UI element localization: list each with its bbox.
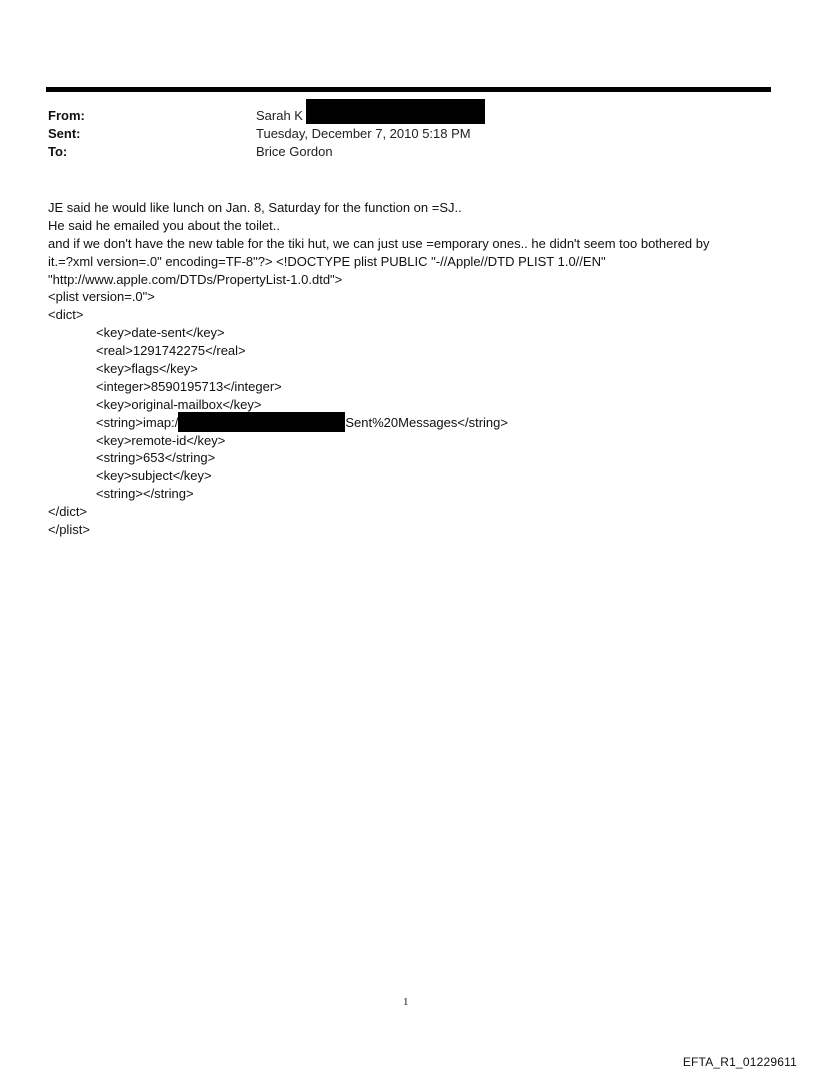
to-value: Brice Gordon [256,144,333,159]
document-id: EFTA_R1_01229611 [682,1055,797,1069]
dict-line: <key>flags</key> [96,361,198,377]
body-line: and if we don't have the new table for the tiki hut, we can just use =emporary ones.. he didn't seem too bothered by [48,235,710,251]
sent-value: Tuesday, December 7, 2010 5:18 PM [256,126,471,141]
header-rule [46,87,771,92]
sent-row [48,125,748,143]
email-body [48,199,778,539]
page-number: 1 [403,996,409,1008]
from-row [48,107,748,125]
imap-suffix: Sent%20Messages</string> [345,414,508,430]
redaction-block [306,99,485,124]
from-value: Sarah K [256,108,303,123]
redaction-block [178,412,345,432]
body-line: He said he emailed you about the toilet.. [48,217,280,233]
closing-line: </dict> [48,504,88,520]
dict-line: <real>1291742275</real> [96,343,246,359]
dict-line: <key>original-mailbox</key> [96,396,262,412]
sent-label: Sent: [48,126,81,141]
to-label: To: [48,144,68,159]
imap-prefix: <string>imap:/ [96,414,179,430]
body-line: JE said he would like lunch on Jan. 8, Saturday for the function on =SJ.. [48,200,462,215]
to-row [48,143,748,161]
body-line: <plist version=.0"> [48,289,155,305]
dict-line: <key>date-sent</key> [96,325,225,341]
imap-line [48,414,778,432]
body-line: it.=?xml version=.0" encoding=TF-8"?> <!DOCTYPE plist PUBLIC "-//Apple//DTD PLIST 1.0//EN" [48,253,606,269]
dict-line: <string>653</string> [96,450,216,466]
closing-line: </plist> [48,522,90,538]
body-line: "http://www.apple.com/DTDs/PropertyList-1.0.dtd"> [48,271,343,287]
email-header [48,107,748,161]
dict-line: <string></string> [96,486,194,502]
body-line: <dict> [48,307,84,323]
dict-line: <integer>8590195713</integer> [96,378,282,394]
dict-line: <key>subject</key> [96,468,212,484]
from-label: From: [48,108,85,123]
dict-line: <key>remote-id</key> [96,432,226,448]
